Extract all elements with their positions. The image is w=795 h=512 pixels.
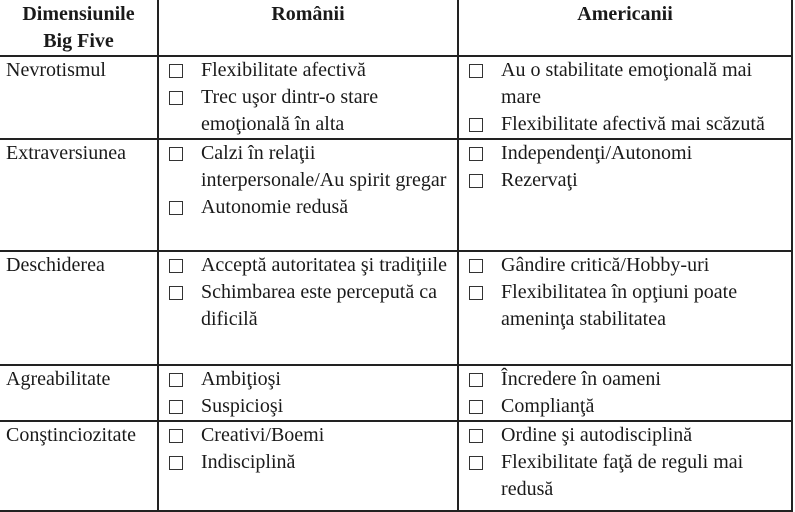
checkbox-icon [169, 259, 183, 273]
checkbox-icon [469, 174, 483, 188]
list-item [459, 366, 791, 393]
list-item [159, 194, 457, 221]
list-item [159, 140, 457, 194]
checkbox-icon [469, 400, 483, 414]
item-text: Suspicioşi [200, 395, 284, 417]
table-row [0, 139, 792, 251]
item-text: Gândire critică/Hobby-uri [501, 254, 710, 276]
list-item [459, 449, 791, 503]
item-text: Calzi în relaţii interpersonale/Au spirit gregar [200, 142, 447, 191]
checkbox-icon [169, 64, 183, 78]
item-text: Flexibilitate afectivă mai scăzută [501, 113, 765, 135]
list-item [459, 167, 791, 194]
americani-cell [458, 139, 792, 251]
romani-cell [158, 365, 458, 421]
list-item [159, 366, 457, 393]
list-item [159, 57, 457, 84]
checkbox-icon [169, 400, 183, 414]
item-text: Indisciplină [200, 451, 296, 473]
item-text: Rezervaţi [501, 169, 578, 191]
item-text: Creativi/Boemi [200, 424, 325, 446]
checkbox-icon [169, 91, 183, 105]
table-row [0, 365, 792, 421]
item-text: Flexibilitate afectivă [200, 59, 366, 81]
item-text: Flexibilitatea în opţiuni poate ameninţa stabilitatea [501, 281, 738, 330]
item-text: Schimbarea este percepută ca dificilă [200, 281, 437, 330]
checkbox-icon [469, 259, 483, 273]
list-item [459, 252, 791, 279]
list-item [159, 393, 457, 420]
romani-cell [158, 421, 458, 511]
checkbox-icon [469, 286, 483, 300]
romani-cell [158, 139, 458, 251]
list-item [159, 252, 457, 279]
dimension-cell: Nevrotismul [0, 56, 158, 139]
dimension-cell: Deschiderea [0, 251, 158, 365]
checkbox-icon [469, 64, 483, 78]
item-text: Flexibilitate faţă de reguli mai redusă [501, 451, 744, 500]
checkbox-icon [169, 429, 183, 443]
romani-cell [158, 56, 458, 139]
header-row [0, 0, 792, 56]
americani-cell [458, 56, 792, 139]
romani-cell [158, 251, 458, 365]
list-item [459, 140, 791, 167]
item-text: Complianţă [501, 395, 595, 417]
table-row [0, 251, 792, 365]
checkbox-icon [169, 456, 183, 470]
list-item [459, 111, 791, 138]
checkbox-icon [169, 373, 183, 387]
dimension-cell: Conştinciozitate [0, 421, 158, 511]
item-text: Încredere în oameni [501, 368, 661, 390]
table-row [0, 421, 792, 511]
americani-cell [458, 251, 792, 365]
list-item [459, 393, 791, 420]
item-text: Au o stabilitate emoţională mai mare [501, 59, 753, 108]
dimension-cell: Agreabilitate [0, 365, 158, 421]
list-item [159, 449, 457, 476]
checkbox-icon [169, 201, 183, 215]
checkbox-icon [169, 286, 183, 300]
table-row [0, 56, 792, 139]
header-dimension: Dimensiunile Big Five [0, 0, 158, 56]
item-text: Ordine şi autodisciplină [501, 424, 693, 446]
list-item [459, 279, 791, 333]
checkbox-icon [469, 147, 483, 161]
list-item [159, 84, 457, 138]
item-text: Autonomie redusă [200, 196, 349, 218]
checkbox-icon [469, 118, 483, 132]
list-item [159, 279, 457, 333]
item-text: Acceptă autoritatea şi tradiţiile [200, 254, 447, 276]
list-item [459, 422, 791, 449]
checkbox-icon [469, 429, 483, 443]
checkbox-icon [169, 147, 183, 161]
item-text: Trec uşor dintr-o stare emoţională în alta [200, 86, 379, 135]
header-romani: Românii [158, 0, 458, 56]
list-item [459, 57, 791, 111]
americani-cell [458, 421, 792, 511]
item-text: Ambiţioşi [200, 368, 281, 390]
checkbox-icon [469, 456, 483, 470]
item-text: Independenţi/Autonomi [501, 142, 693, 164]
checkbox-icon [469, 373, 483, 387]
header-americani: Americanii [458, 0, 792, 56]
dimension-cell: Extraversiunea [0, 139, 158, 251]
americani-cell [458, 365, 792, 421]
list-item [159, 422, 457, 449]
